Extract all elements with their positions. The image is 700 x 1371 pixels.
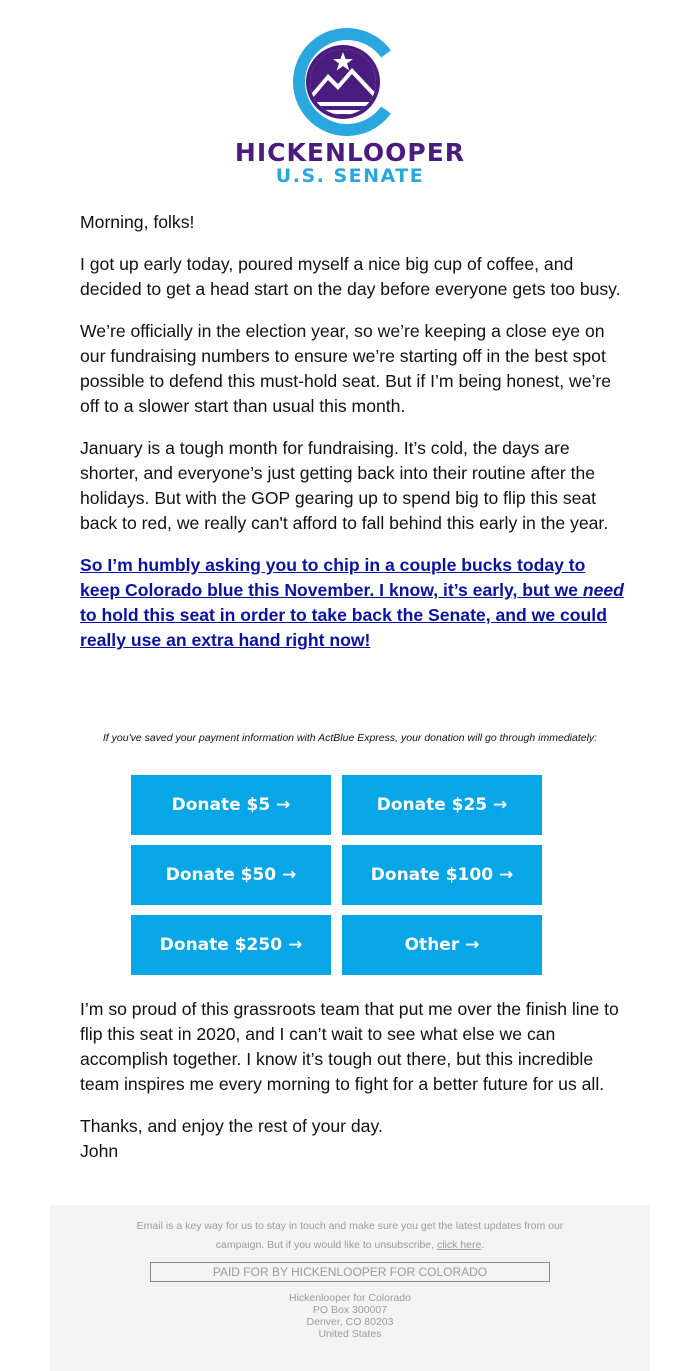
donate-50-button[interactable]: Donate $50 →: [131, 845, 331, 905]
paragraph-4: I’m so proud of this grassroots team that put me over the finish line to flip this seat in 2020, and I can’t wait to see what else we can accomplish together. I know it’s tough out there, but this incredible team inspires me every morning to fight for a better future for us all.: [80, 999, 619, 1094]
signature: John: [80, 1141, 119, 1161]
logo-name: HICKENLOOPER: [234, 138, 466, 167]
ask-text-part1: So I’m humbly asking you to chip in a couple bucks today to keep Colorado blue this November. I know, it’s early, but we: [80, 555, 586, 600]
address-line-1: Hickenlooper for Colorado: [289, 1292, 411, 1304]
signoff-text: Thanks, and enjoy the rest of your day.: [80, 1116, 383, 1136]
address-line-2: PO Box 300007: [312, 1304, 388, 1316]
ask-paragraph: [80, 553, 625, 653]
unsubscribe-link[interactable]: click here: [436, 1239, 482, 1251]
footer-note-end: .: [481, 1239, 485, 1251]
paragraph-3: January is a tough month for fundraising. It’s cold, the days are shorter, and everyone’s just getting back into their routine after the holidays. But with the GOP gearing up to spend big to flip this seat back to red, we really can't afford to fall behind this early in the year.: [80, 438, 609, 533]
signoff: [80, 1114, 625, 1164]
ask-emphasis: need: [582, 580, 624, 600]
mountain-emblem-icon: [290, 28, 396, 136]
paid-for-disclaimer: PAID FOR BY HICKENLOOPER FOR COLORADO: [150, 1262, 550, 1282]
donate-5-button[interactable]: Donate $5 →: [131, 775, 331, 835]
actblue-express-note: If you've saved your payment information with ActBlue Express, your donation will go through immediately:: [102, 732, 598, 744]
donation-ask-link[interactable]: [80, 555, 624, 650]
logo-subtitle: U.S. SENATE: [275, 165, 425, 187]
paragraph-2: We’re officially in the election year, so we’re keeping a close eye on our fundraising numbers to ensure we’re starting off in the best spot possible to defend this must-hold seat. But if I’m being honest, we’re off to a slower start than usual this month.: [80, 321, 612, 416]
donate-other-button[interactable]: Other →: [342, 915, 542, 975]
mailing-address: [50, 1292, 650, 1340]
address-line-3: Denver, CO 80203: [306, 1316, 394, 1328]
email-body-closing: [80, 997, 625, 1164]
paragraph-1: I got up early today, poured myself a nice big cup of coffee, and decided to get a head start on the day before everyone gets too busy.: [80, 254, 621, 299]
greeting: Morning, folks!: [80, 212, 195, 232]
address-line-4: United States: [318, 1328, 382, 1340]
email-footer: [50, 1205, 650, 1371]
donate-25-button[interactable]: Donate $25 →: [342, 775, 542, 835]
campaign-logo: [0, 26, 700, 192]
ask-text-part2: to hold this seat in order to take back the Senate, and we could really use an extra hand right now!: [80, 605, 607, 650]
footer-note-text: Email is a key way for us to stay in touch and make sure you get the latest updates from our campaign. But if you would like to unsubscribe,: [136, 1220, 564, 1251]
email-body: [80, 210, 625, 670]
donate-250-button[interactable]: Donate $250 →: [131, 915, 331, 975]
donate-100-button[interactable]: Donate $100 →: [342, 845, 542, 905]
footer-note: [120, 1217, 580, 1255]
